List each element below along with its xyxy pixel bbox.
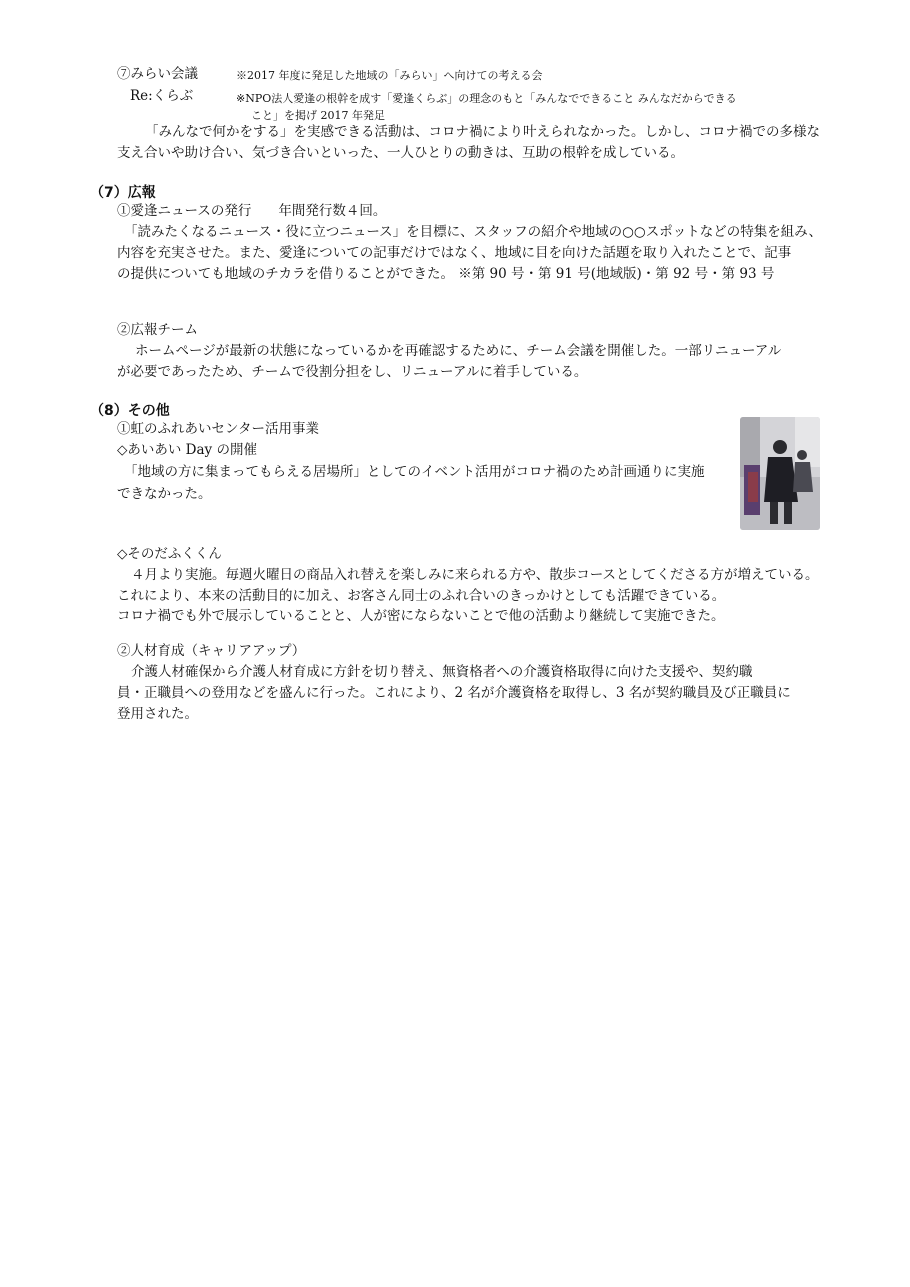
- other-body-7: 員・正職員への登用などを盛んに行った。これにより、2 名が介護資格を取得し、3 名が契約職員及び正職員に: [117, 685, 791, 701]
- pr-body-2: 内容を充実させた。また、愛逢についての記事だけではなく、地域に目を向けた話題を取り入れたことで、記事: [117, 245, 792, 261]
- other-body-5: コロナ禍でも外で展示していることと、人が密にならないことで他の活動より継続して実施できた。: [117, 608, 725, 624]
- other-item-1: ①虹のふれあいセンター活用事業: [117, 421, 319, 437]
- other-body-8: 登用された。: [117, 706, 198, 722]
- club-note-1: ※NPO法人愛逢の根幹を成す「愛逢くらぶ」の理念のもと「みんなでできること みんなだからできる: [236, 92, 737, 105]
- sonoda-subheading: ◇そのだふくくん: [117, 546, 222, 562]
- pr-body-1: 「読みたくなるニュース・役に立つニュース」を目標に、スタッフの紹介や地域の○○スポットなどの特集を組み、: [124, 224, 823, 240]
- other-body-4: これにより、本来の活動目的に加え、お客さん同士のふれ合いのきっかけとしても活躍できている。: [117, 588, 726, 604]
- mirai-body-2: 支え合いや助け合い、気づき合いといった、一人ひとりの動きは、互助の根幹を成している。: [117, 145, 684, 161]
- other-item-2: ②人材育成（キャリアアップ）: [117, 643, 306, 659]
- mirai-note: ※2017 年度に発足した地域の「みらい」へ向けての考える会: [236, 69, 543, 82]
- aiai-day-subheading: ◇あいあい Day の開催: [117, 442, 257, 458]
- other-body-6: 介護人材確保から介護人材育成に方針を切り替え、無資格者への介護資格取得に向けた支援や、契約職: [131, 664, 753, 680]
- event-photo: [740, 417, 820, 530]
- other-body-2: できなかった。: [117, 486, 212, 502]
- mirai-title: ⑦みらい会議: [117, 66, 198, 82]
- club-note-2: こと」を掲げ 2017 年発足: [251, 109, 385, 122]
- pr-heading: （7）広報: [90, 185, 156, 201]
- other-heading: （8）その他: [90, 403, 170, 419]
- mirai-body-1: 「みんなで何かをする」を実感できる活動は、コロナ禍により叶えられなかった。しかし、コロナ禍での多様な: [145, 124, 820, 140]
- pr-item-2: ②広報チーム: [117, 322, 198, 338]
- club-label: Re:くらぶ: [130, 88, 194, 104]
- other-body-3: ４月より実施。毎週火曜日の商品入れ替えを楽しみに来られる方や、散歩コースとしてくださる方が増えている。: [131, 567, 819, 583]
- pr-body-5: が必要であったため、チームで役割分担をし、リニューアルに着手している。: [117, 364, 588, 380]
- pr-body-4: ホームページが最新の状態になっているかを再確認するために、チーム会議を開催した。一部リニューアル: [135, 343, 782, 359]
- other-body-1: 「地域の方に集まってもらえる居場所」としてのイベント活用がコロナ禍のため計画通りに実施: [124, 464, 705, 480]
- pr-body-3: の提供についても地域のチカラを借りることができた。 ※第 90 号・第 91 号(地域版)・第 92 号・第 93 号: [117, 266, 775, 282]
- pr-item-1: ①愛逢ニュースの発行 年間発行数４回。: [117, 203, 387, 219]
